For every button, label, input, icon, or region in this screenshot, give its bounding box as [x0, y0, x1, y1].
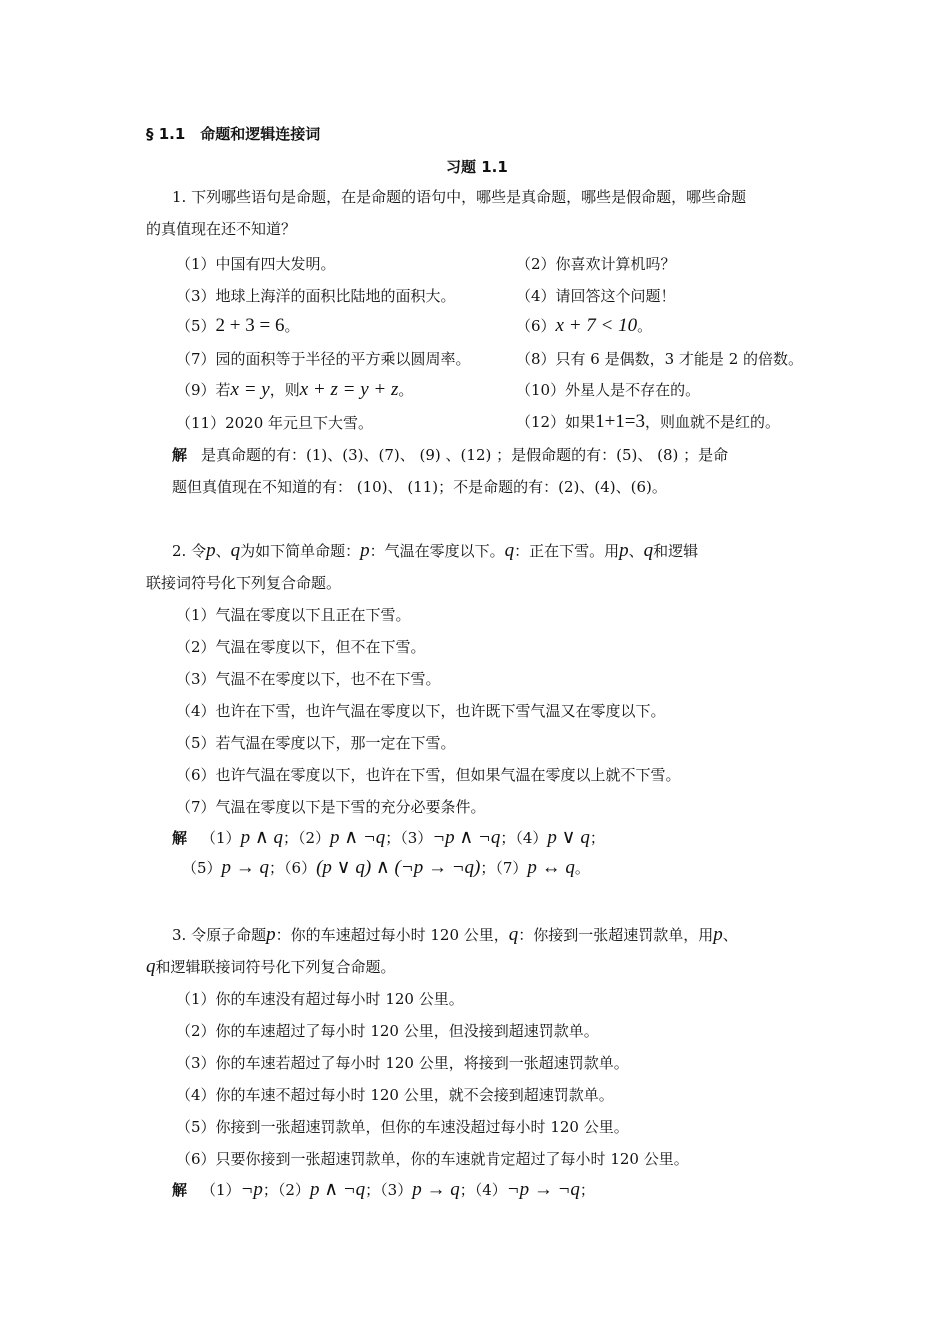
- answer-label: 解: [172, 1181, 188, 1199]
- q3-line1: 3. 令原子命题p：你的车速超过每小时 120 公里，q：你接到一张超速罚款单，用p、: [172, 924, 738, 945]
- q1-answer-line2: 题但真值现在不知道的有： (10)、 (11)；不是命题的有：(2)、(4)、(6)。: [172, 478, 667, 496]
- answer-label: 解: [172, 829, 188, 847]
- q3-answer-line1: 解 （1）¬p；（2）p ∧ ¬q；（3）p → q；（4）¬p → ¬q；: [172, 1179, 595, 1200]
- q1-item7: （7）园的面积等于半径的平方乘以圆周率。: [176, 350, 471, 368]
- exercise-title: 习题 1.1: [446, 158, 508, 176]
- q3-item4: （4）你的车速不超过每小时 120 公里，就不会接到超速罚款单。: [176, 1086, 614, 1104]
- q2-item2: （2）气温在零度以下，但不在下雪。: [176, 638, 426, 656]
- q2-item1: （1）气温在零度以下且正在下雪。: [176, 606, 411, 624]
- q3-item1: （1）你的车速没有超过每小时 120 公里。: [176, 990, 464, 1008]
- q2-item4: （4）也许在下雪，也许气温在零度以下，也许既下雪气温又在零度以下。: [176, 702, 666, 720]
- section-heading: § 1.1 命题和逻辑连接词: [146, 125, 321, 143]
- q2-item6: （6）也许气温在零度以下，也许在下雪，但如果气温在零度以上就不下雪。: [176, 766, 681, 784]
- q1-item4: （4）请回答这个问题！: [516, 287, 676, 305]
- q1-item2: （2）你喜欢计算机吗？: [516, 255, 676, 273]
- q1-item11: （11）2020 年元旦下大雪。: [176, 414, 374, 432]
- q2-line2: 联接词符号化下列复合命题。: [146, 574, 342, 592]
- q2-answer-line1: 解 （1）p ∧ q；（2）p ∧ ¬q；（3）¬p ∧ ¬q；（4）p ∨ q；: [172, 827, 605, 848]
- q3-line2: q和逻辑联接词符号化下列复合命题。: [146, 956, 396, 977]
- q2-item7: （7）气温在零度以下是下雪的充分必要条件。: [176, 798, 486, 816]
- q3-item6: （6）只要你接到一张超速罚款单，你的车速就肯定超过了每小时 120 公里。: [176, 1150, 689, 1168]
- q1-item8: （8）只有 6 是偶数，3 才能是 2 的倍数。: [516, 350, 804, 368]
- answer-label: 解: [172, 446, 188, 464]
- q1-item9: （9）若x = y，则x + z = y + z。: [176, 379, 414, 400]
- q1-line2: 的真值现在还不知道？: [146, 220, 297, 238]
- q2-item5: （5）若气温在零度以下，那一定在下雪。: [176, 734, 456, 752]
- q2-line1: 2. 令p、q为如下简单命题：p：气温在零度以下。q：正在下雪。用p、q和逻辑: [172, 540, 699, 561]
- q3-item2: （2）你的车速超过了每小时 120 公里，但没接到超速罚款单。: [176, 1022, 599, 1040]
- q1-item1: （1）中国有四大发明。: [176, 255, 336, 273]
- q1-item10: （10）外星人是不存在的。: [516, 381, 701, 399]
- q1-answer: 解 是真命题的有：(1)、(3)、(7)、 (9) 、(12) ；是假命题的有：(5)、 (8) ；是命: [172, 446, 729, 464]
- q1-item3: （3）地球上海洋的面积比陆地的面积大。: [176, 287, 456, 305]
- q2-item3: （3）气温不在零度以下，也不在下雪。: [176, 670, 441, 688]
- q1-item12: （12）如果1+1=3，则血就不是红的。: [516, 411, 781, 432]
- q3-item3: （3）你的车速若超过了每小时 120 公里，将接到一张超速罚款单。: [176, 1054, 629, 1072]
- q1-line1: 1. 下列哪些语句是命题，在是命题的语句中，哪些是真命题，哪些是假命题，哪些命题: [172, 188, 747, 206]
- q2-answer-line2: （5）p → q；（6）(p ∨ q) ∧ (¬p → ¬q)；（7）p ↔ q。: [182, 857, 590, 878]
- q1-item6: （6）x + 7 < 10。: [516, 315, 653, 336]
- q1-item5: （5）2 + 3 = 6。: [176, 315, 300, 336]
- q3-item5: （5）你接到一张超速罚款单，但你的车速没超过每小时 120 公里。: [176, 1118, 629, 1136]
